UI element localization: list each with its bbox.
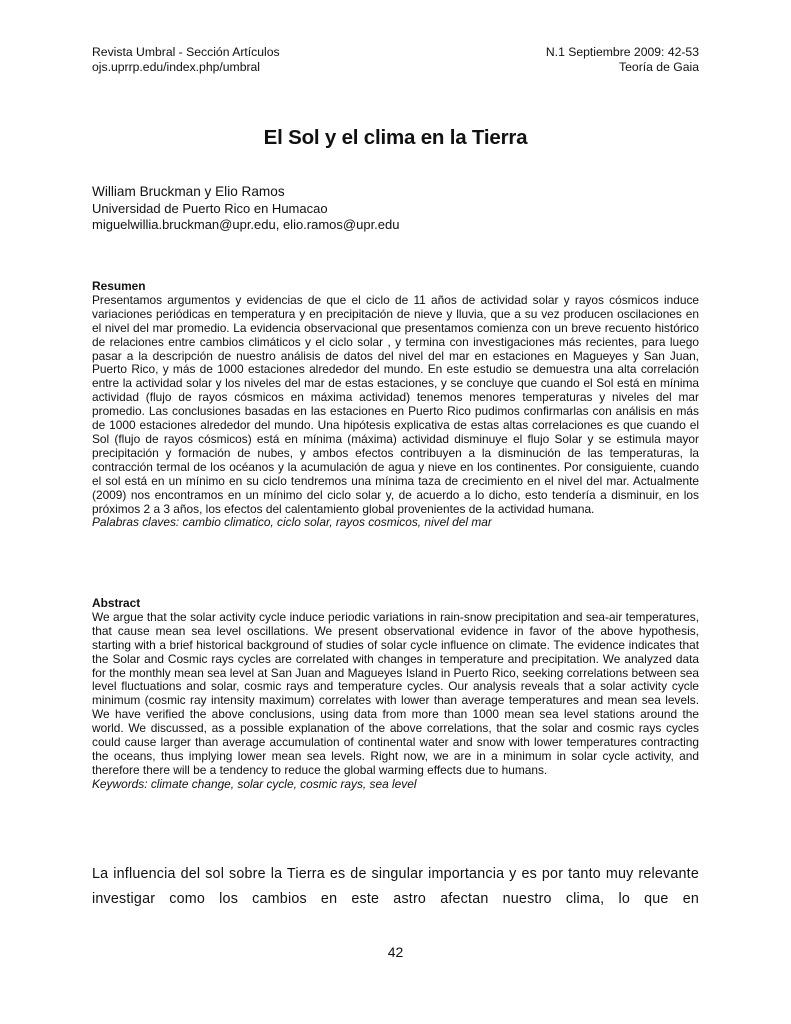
issue-info: N.1 Septiembre 2009: 42-53	[545, 45, 699, 59]
journal-url: ojs.uprrp.edu/index.php/umbral	[92, 60, 261, 74]
article-title: El Sol y el clima en la Tierra	[263, 126, 528, 149]
author-block	[92, 184, 400, 233]
resumen-heading: Resumen	[92, 279, 146, 293]
author-emails: miguelwillia.bruckman@upr.edu, elio.ramos@upr.edu	[92, 217, 400, 232]
abstract-section	[92, 597, 699, 792]
abstract-heading: Abstract	[92, 596, 141, 610]
journal-name: Revista Umbral - Sección Artículos	[92, 45, 280, 59]
author-names: William Bruckman y Elio Ramos	[92, 184, 285, 199]
resumen-keywords: Palabras claves: cambio climatico, ciclo solar, rayos cosmicos, nivel del mar	[92, 515, 492, 530]
abstract-text: We argue that the solar activity cycle induce periodic variations in rain-snow precipitation and sea-air temperatures, that cause mean sea level oscillations. We present observational evidence in favor of the above hypothesis, starting with a brief historical background of studies of solar cycle influence on climate. The evidence indicates that the Solar and Cosmic rays cycles are correlated with changes in temperature and precipitation. We analyzed data for the monthly mean sea level at San Juan and Magueyes Island in Puerto Rico, seeking correlations between sea level fluctuations and solar, cosmic rays and temperature cycles. Our analysis reveals that a solar activity cycle minimum (cosmic ray intensity maximum) correlates with lower than average temperatures and mean sea levels. We have verified the above conclusions, using data from more than 1000 mean sea level stations around the world. We discussed, as a possible explanation of the above correlations, that the solar and cosmic rays cycles could cause larger than average accumulation of continental water and snow with lower temperatures contracting the oceans, thus implying lower mean sea levels. Right now, we are in a minimum in solar cycle activity, and therefore there will be a tendency to reduce the global warming effects due to humans.	[92, 609, 699, 777]
body-paragraph: La influencia del sol sobre la Tierra es de singular importancia y es por tanto muy relevante investigar como los cambios en este astro afectan nuestro clima, lo que en	[92, 866, 699, 907]
author-affiliation: Universidad de Puerto Rico en Humacao	[92, 201, 328, 216]
abstract-keywords: Keywords: climate change, solar cycle, cosmic rays, sea level	[92, 776, 417, 791]
resumen-text: Presentamos argumentos y evidencias de que el ciclo de 11 años de actividad solar y rayos cósmicos induce variaciones periódicas en temperatura y en precipitación de nieve y lluvia, que a su vez producen oscilaciones en el nivel del mar promedio. La evidencia observacional que presentamos comienza con un breve recuento histórico de relaciones entre cambios climáticos y el ciclo solar , y termina con investigaciones más recientes, para luego pasar a la descripción de nuestro análisis de datos del nivel del mar en estaciones en Magueyes y San Juan, Puerto Rico, y más de 1000 estaciones alrededor del mundo. En este estudio se demuestra una alta correlación entre la actividad solar y los niveles del mar de estas estaciones, y se concluye que cuando el Sol está en mínima actividad (flujo de rayos cósmicos en máxima actividad) tenemos menores temperaturas y niveles del mar promedio. Las conclusiones basadas en las estaciones en Puerto Rico pudimos confirmarlas con análisis en más de 1000 estaciones alrededor del mundo. Una hipótesis explicativa de estas altas correlaciones es que cuando el Sol (flujo de rayos cósmicos) está en mínima (máxima) actividad disminuye el flujo Solar y se estimula mayor precipitación y formación de nubes, y ambos efectos contribuyen a la disminución de las temperaturas, la contracción termal de los océanos y la acumulación de agua y nieve en los continentes. Por consiguiente, cuando el sol está en un mínimo en su ciclo tendremos una mínima taza de crecimiento en el nivel del mar. Actualmente (2009) nos encontramos en un mínimo del ciclo solar y, de acuerdo a lo dicho, esto tendería a disminuir, en los próximos 2 a 3 años, los efectos del calentamiento global provenientes de la actividad humana.	[92, 292, 699, 516]
section-name: Teoría de Gaia	[619, 60, 699, 74]
page-number: 42	[387, 944, 404, 960]
running-header-right	[546, 45, 699, 75]
resumen-section	[92, 280, 699, 530]
running-header-left	[92, 45, 280, 75]
